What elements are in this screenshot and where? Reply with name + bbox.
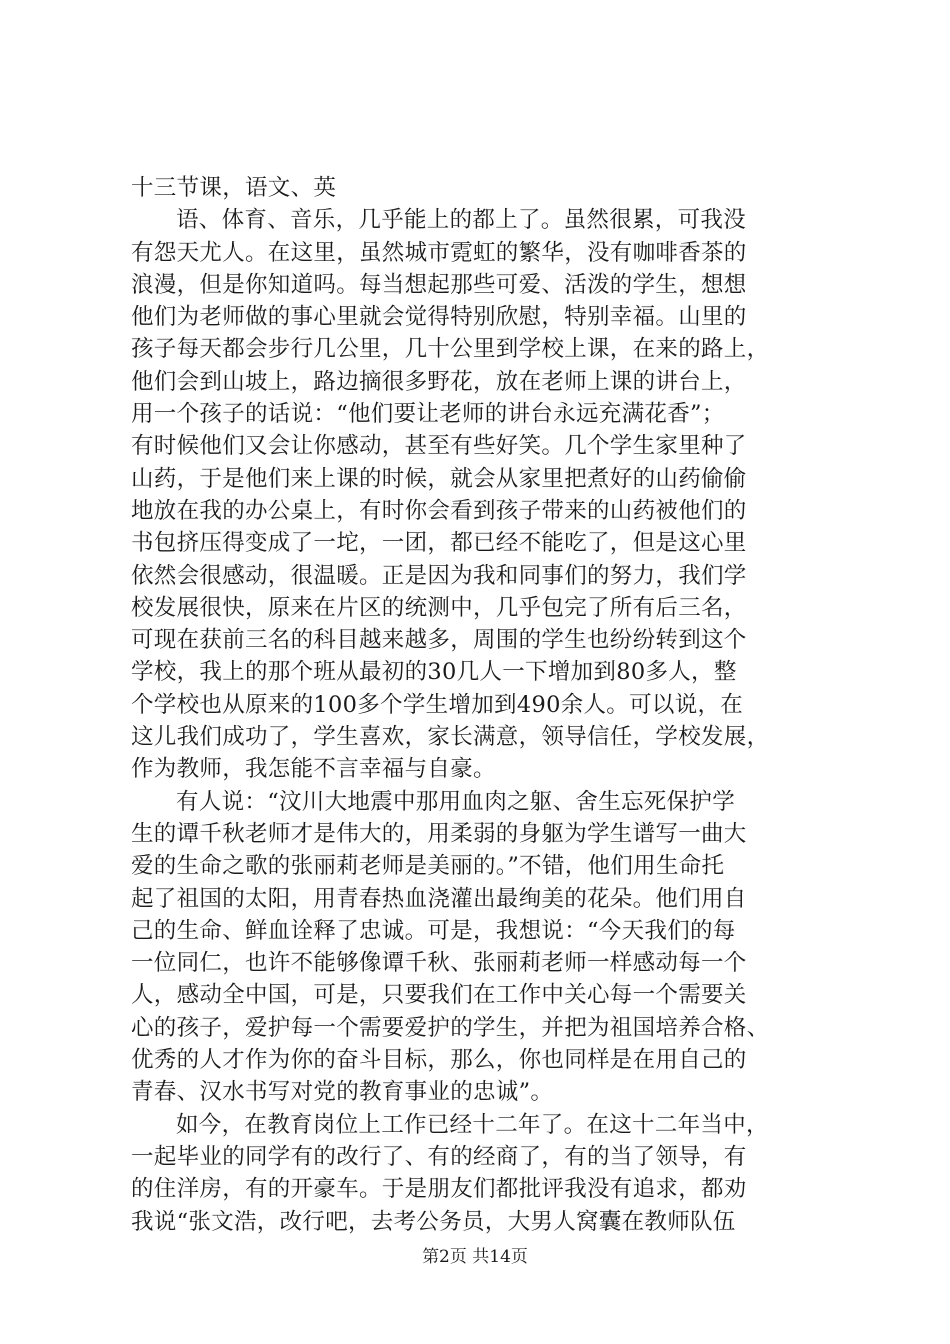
text-line: 有时候他们又会让你感动，甚至有些好笑。几个学生家里种了 [131, 433, 747, 460]
text-line: 如今，在教育岗位上工作已经十二年了。在这十二年当中， [176, 1111, 769, 1138]
text-line: 浪漫，但是你知道吗。每当想起那些可爱、活泼的学生，想想 [131, 271, 747, 298]
text-line: 十三节课，语文、英 [131, 175, 337, 201]
text-line: 己的生命、鲜血诠释了忠诚。可是，我想说：“今天我们的每 [131, 917, 736, 944]
text-line: 地放在我的办公桌上，有时你会看到孩子带来的山药被他们的 [131, 497, 747, 524]
text-line: 有人说：“汶川大地震中那用血肉之躯、舍生忘死保护学 [176, 788, 736, 815]
text-line: 校发展很快，原来在片区的统测中，几乎包完了所有后三名， [131, 594, 747, 621]
text-line: 心的孩子，爱护每一个需要爱护的学生，并把为祖国培养合格、 [131, 1014, 770, 1041]
text-line: 用一个孩子的话说：“他们要让老师的讲台永远充满花香”； [131, 401, 725, 428]
text-line: 可现在获前三名的科目越来越多，周围的学生也纷纷转到这个 [131, 627, 747, 654]
text-line: 孩子每天都会步行几公里，几十公里到学校上课，在来的路上， [131, 336, 770, 363]
text-line: 个学校也从原来的100多个学生增加到490余人。可以说，在 [131, 691, 744, 718]
text-line: 优秀的人才作为你的奋斗目标，那么，你也同样是在用自己的 [131, 1047, 747, 1074]
text-line: 他们会到山坡上，路边摘很多野花，放在老师上课的讲台上， [131, 368, 747, 395]
page-footer: 第2页 共14页 [422, 1247, 528, 1267]
text-line: 作为教师，我怎能不言幸福与自豪。 [131, 756, 496, 783]
text-line: 我说“张文浩，改行吧，去考公务员，大男人窝囊在教师队伍 [131, 1208, 736, 1235]
text-line: 书包挤压得变成了一坨，一团，都已经不能吃了，但是这心里 [131, 530, 747, 557]
text-line: 这儿我们成功了，学生喜欢，家长满意，领导信任，学校发展， [131, 724, 770, 751]
document-body [131, 172, 831, 1238]
text-line: 起了祖国的太阳，用青春热血浇灌出最绚美的花朵。他们用自 [131, 885, 747, 912]
text-line: 山药，于是他们来上课的时候，就会从家里把煮好的山药偷偷 [131, 465, 747, 492]
text-line: 一起毕业的同学有的改行了、有的经商了，有的当了领导，有 [131, 1143, 747, 1170]
text-line: 人，感动全中国，可是，只要我们在工作中关心每一个需要关 [131, 982, 747, 1009]
text-line: 生的谭千秋老师才是伟大的，用柔弱的身躯为学生谱写一曲大 [131, 820, 747, 847]
text-line: 一位同仁，也许不能够像谭千秋、张丽莉老师一样感动每一个 [131, 950, 747, 977]
text-line: 依然会很感动，很温暖。正是因为我和同事们的努力，我们学 [131, 562, 747, 589]
text-line: 他们为老师做的事心里就会觉得特别欣慰，特别幸福。山里的 [131, 304, 747, 331]
text-line: 的住洋房，有的开豪车。于是朋友们都批评我没有追求，都劝 [131, 1176, 747, 1203]
text-line: 有怨天尤人。在这里，虽然城市霓虹的繁华，没有咖啡香茶的 [131, 239, 747, 266]
text-line: 语、体育、音乐，几乎能上的都上了。虽然很累，可我没 [176, 207, 747, 234]
text-line: 爱的生命之歌的张丽莉老师是美丽的。”不错，他们用生命托 [131, 853, 725, 880]
text-line: 青春、汉水书写对党的教育事业的忠诚”。 [131, 1079, 554, 1106]
text-line: 学校，我上的那个班从最初的30几人一下增加到80多人，整 [131, 659, 737, 686]
